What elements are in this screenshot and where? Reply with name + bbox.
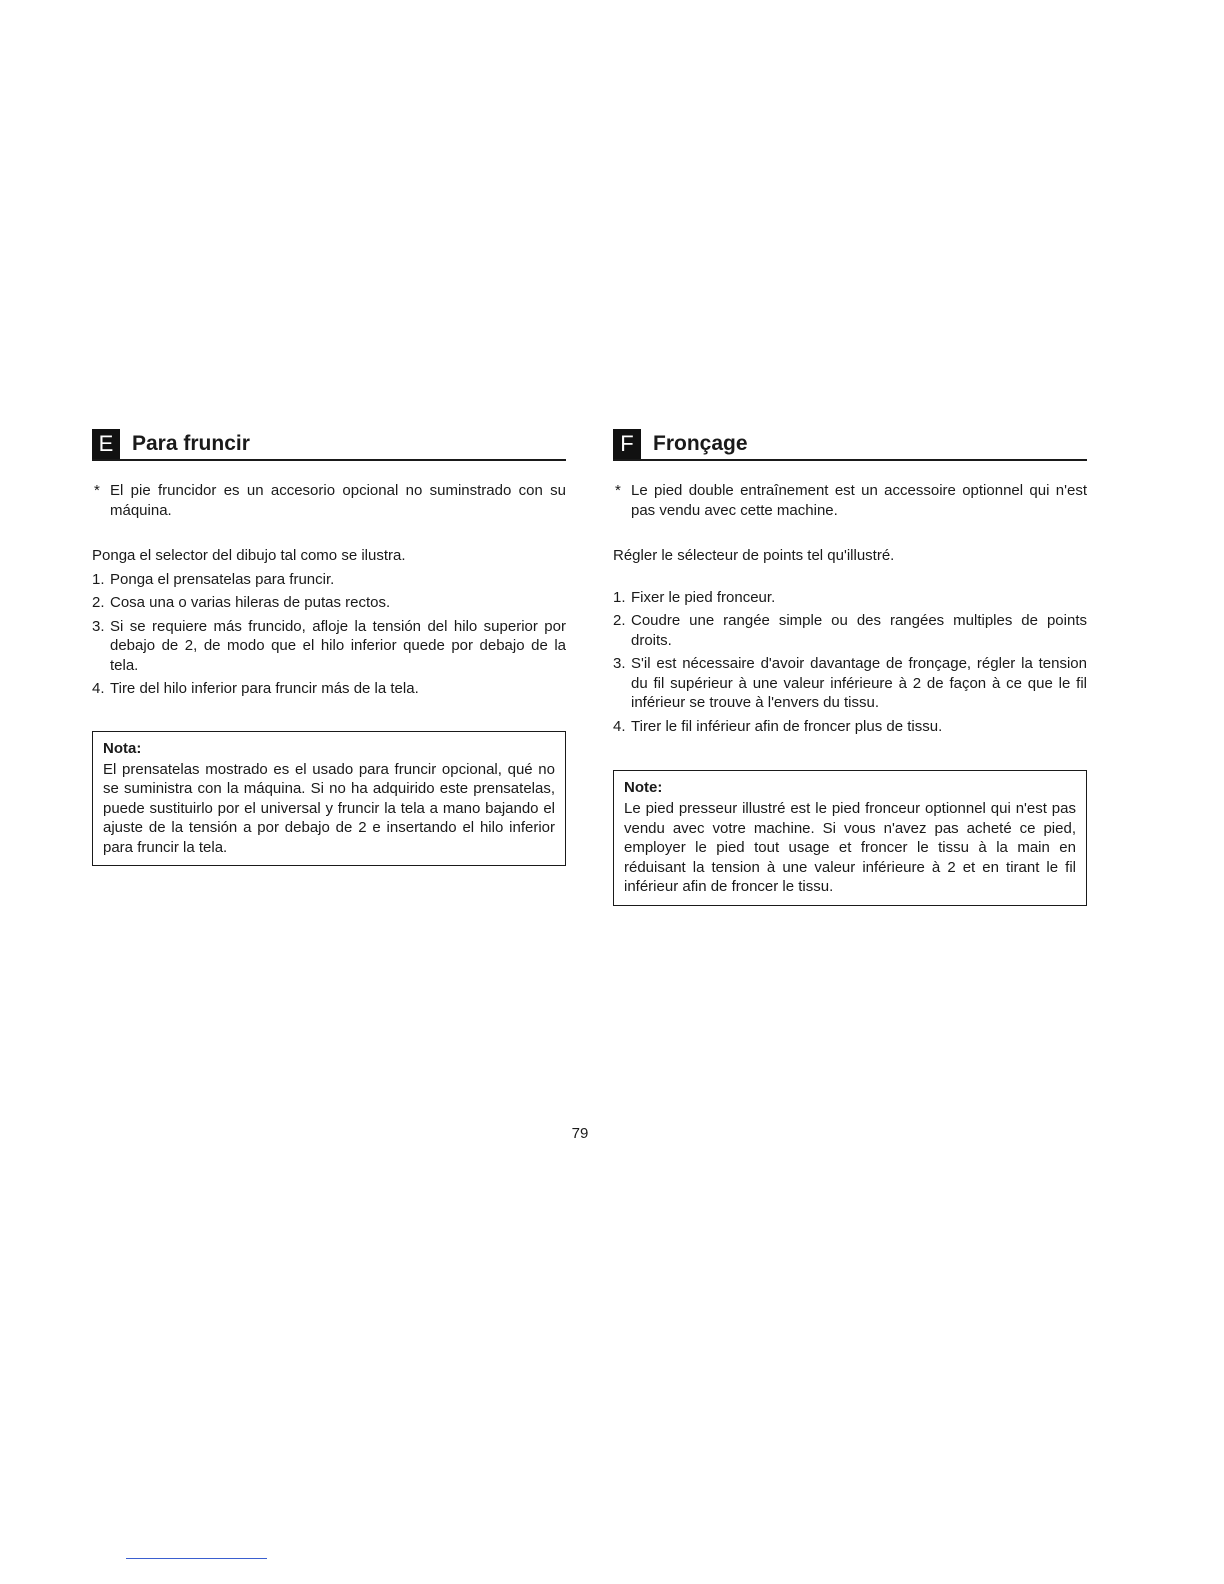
step-text: Tire del hilo inferior para fruncir más de la tela.: [110, 680, 419, 697]
step-number: 3.: [613, 655, 626, 672]
french-intro: Régler le sélecteur de points tel qu'illustré.: [613, 547, 895, 564]
spanish-section-header: [92, 428, 566, 461]
step-number: 2.: [92, 594, 105, 611]
step-text: Coudre une rangée simple ou des rangées multiples de points droits.: [631, 612, 1087, 649]
step-text: Si se requiere más fruncido, afloje la tensión del hilo superior por debajo de 2, de modo que el hilo inferior quede por debajo de la tela.: [110, 617, 566, 674]
page-number: 79: [571, 1125, 589, 1142]
step-number: 3.: [92, 617, 105, 635]
list-item: [92, 570, 566, 590]
step-text: S'il est nécessaire d'avoir davantage de fronçage, régler la tension du fil supérieur à une valeur inférieure à 2 de façon à ce que le fil inférieur se trouve à l'envers du tissu.: [631, 655, 1087, 711]
step-number: 1.: [613, 588, 626, 606]
french-note-text: Le pied presseur illustré est le pied fronceur optionnel qui n'est pas vendu avec votre machine. Si vous n'avez pas acheté ce pied, employer le pied tout usage et froncer le tissu à la main en réduisant la tension à une valeur inférieure à 2 et en tirant le fil inférieur afin de froncer le tissu.: [624, 800, 1076, 895]
spanish-steps-list: [92, 570, 566, 699]
step-number: 4.: [92, 680, 105, 697]
list-item: [613, 588, 1087, 608]
list-item: [92, 593, 566, 613]
step-number: 1.: [92, 570, 105, 588]
list-item: [613, 654, 1087, 713]
link-underline[interactable]: [126, 1558, 267, 1559]
step-text: Ponga el prensatelas para fruncir.: [110, 570, 335, 588]
french-note-title: Note:: [624, 779, 663, 796]
step-text: Cosa una o varias hileras de putas rectos.: [110, 594, 391, 611]
asterisk-mark: *: [615, 482, 621, 499]
list-item: [613, 611, 1087, 650]
french-accessory-note: [613, 481, 1087, 520]
french-steps-list: [613, 588, 1087, 737]
step-text: Tirer le fil inférieur afin de froncer plus de tissu.: [631, 717, 943, 735]
step-number: 4.: [613, 717, 626, 735]
spanish-note-box: [92, 731, 566, 867]
spanish-column: [92, 428, 566, 866]
step-number: 2.: [613, 612, 626, 629]
french-section-header: [613, 428, 1087, 461]
spanish-section-title: Para fruncir: [132, 432, 250, 455]
asterisk-mark: *: [94, 482, 100, 499]
language-badge-f: F: [613, 429, 641, 459]
spanish-accessory-text: El pie fruncidor es un accesorio opcional no suminstrado con su máquina.: [110, 482, 566, 519]
spanish-intro: Ponga el selector del dibujo tal como se ilustra.: [92, 547, 406, 564]
list-item: [613, 717, 1087, 737]
list-item: [92, 679, 566, 699]
language-badge-e: E: [92, 429, 120, 459]
french-note-box: [613, 770, 1087, 906]
french-accessory-text: Le pied double entraînement est un accessoire optionnel qui n'est pas vendu avec cette machine.: [631, 482, 1087, 519]
french-column: [613, 428, 1087, 906]
spanish-note-title: Nota:: [103, 739, 142, 757]
spanish-note-text: El prensatelas mostrado es el usado para fruncir opcional, qué no se suministra con la máquina. Si no ha adquirido este prensatelas, puede sustituirlo por el universal y fruncir la tela a mano bajando el ajuste de la tensión a por debajo de 2 e insertando el hilo inferior para fruncir la tela.: [103, 760, 555, 856]
spanish-accessory-note: [92, 481, 566, 520]
list-item: [92, 617, 566, 676]
step-text: Fixer le pied fronceur.: [631, 588, 776, 606]
french-section-title: Fronçage: [653, 432, 748, 455]
